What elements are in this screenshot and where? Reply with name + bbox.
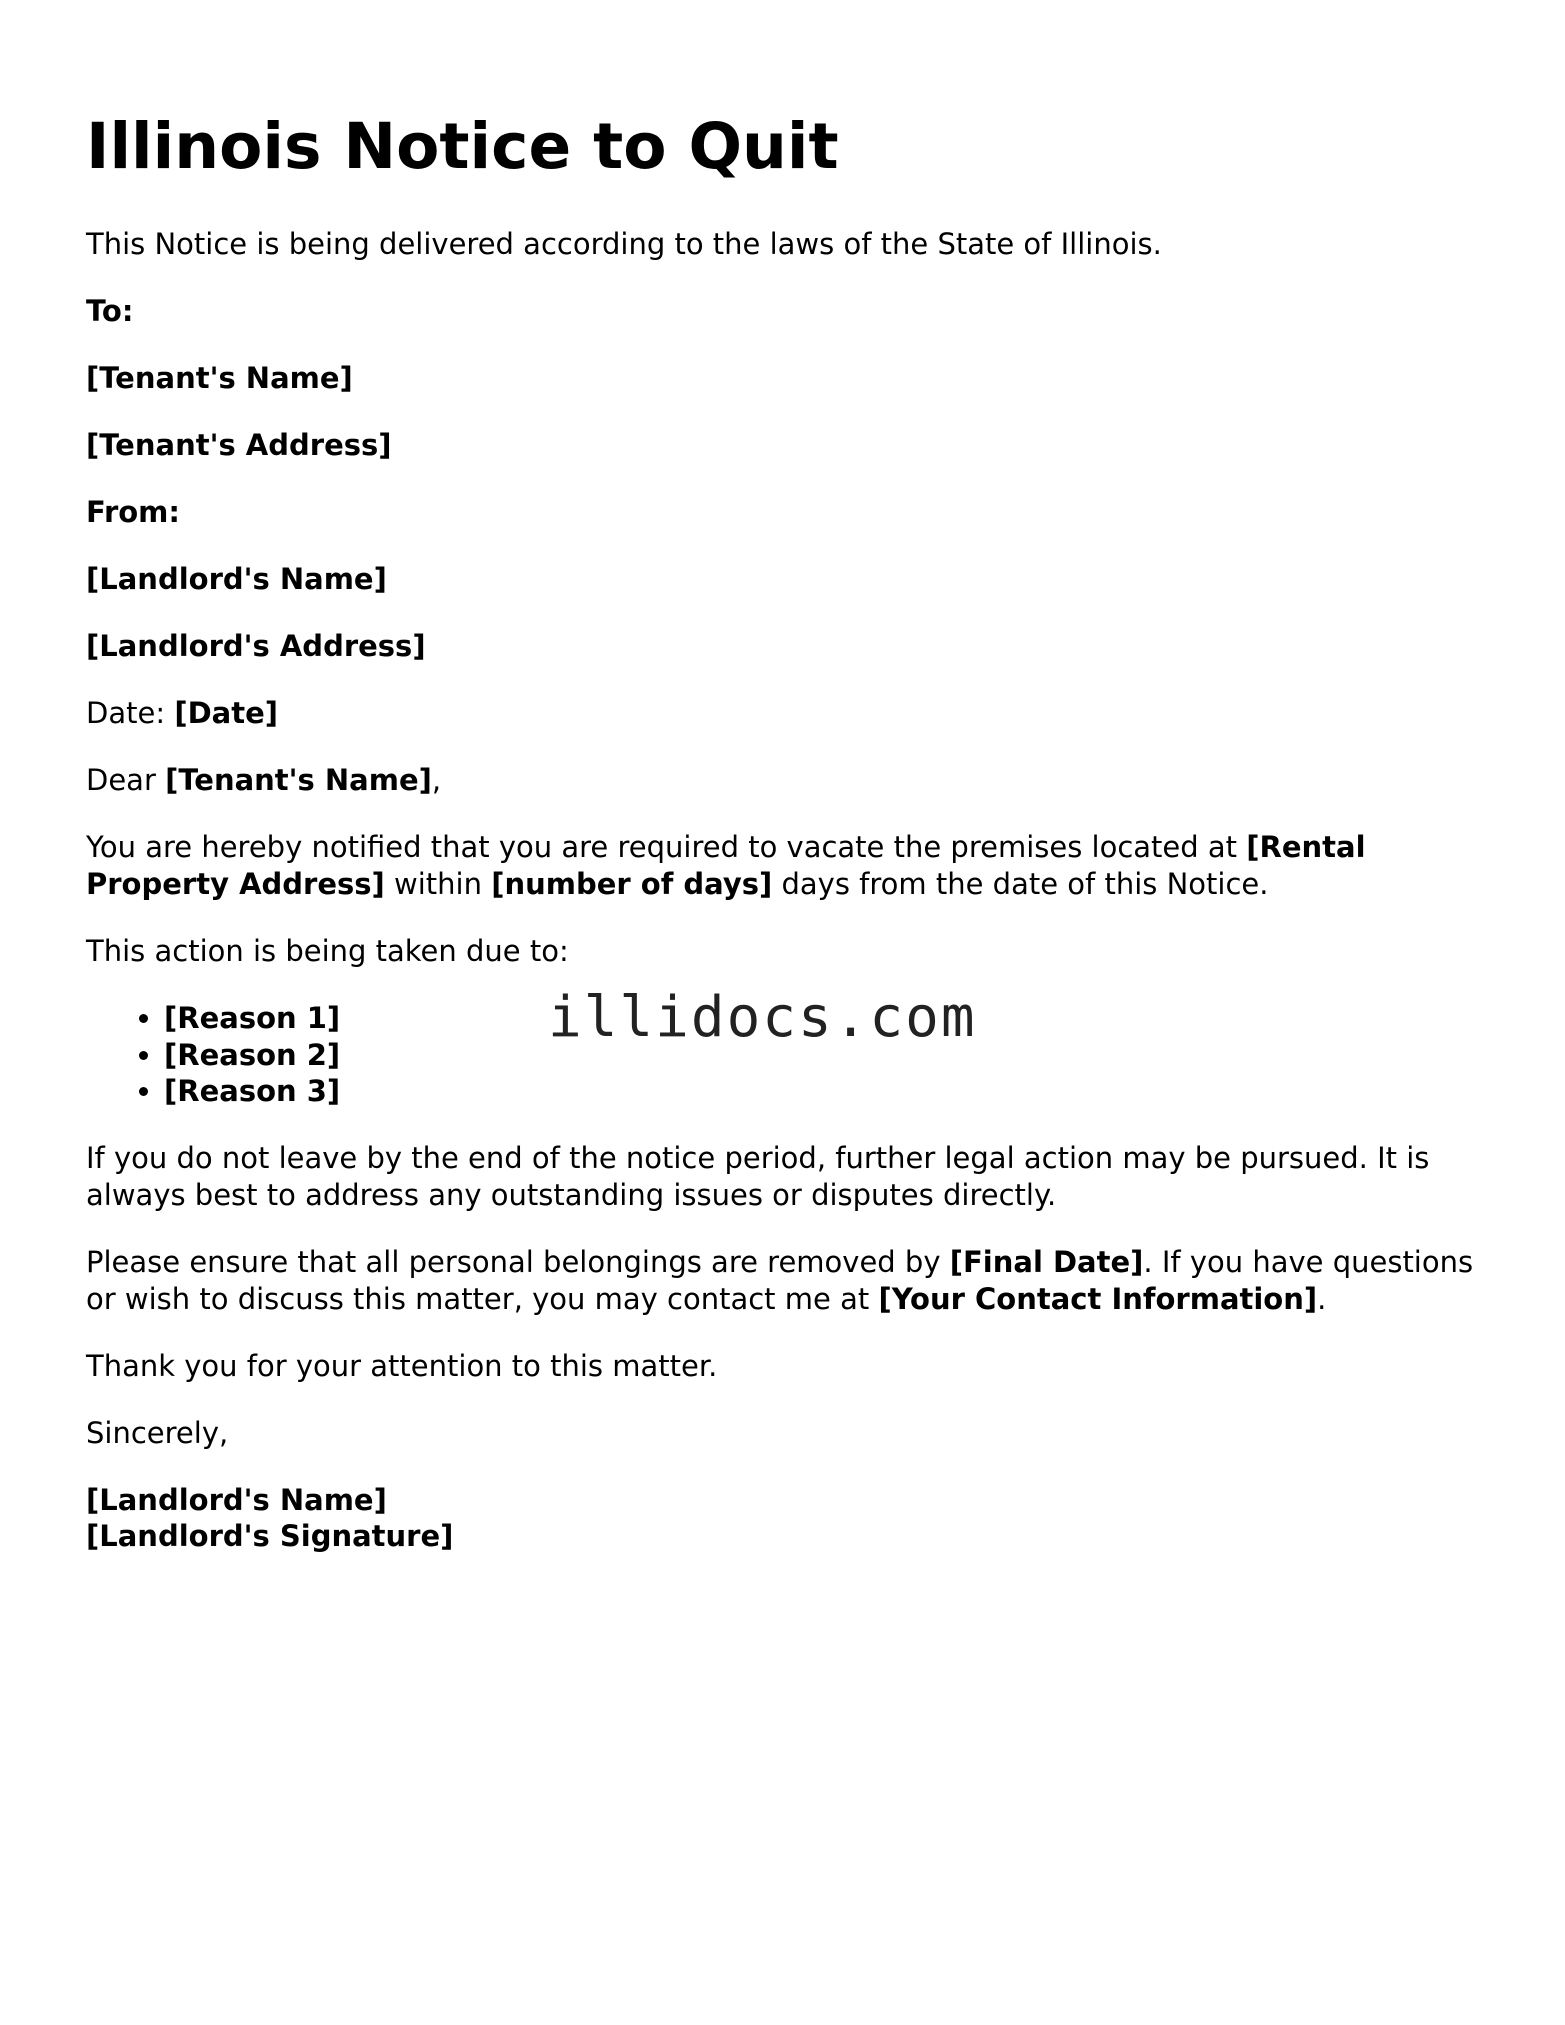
tenant-address: [Tenant's Address] <box>86 428 392 462</box>
signature-landlord-name: [Landlord's Name] <box>86 1482 387 1517</box>
notice-paragraph <box>86 829 1476 903</box>
belongings-text-2: . If you have questions or wish to discuss this matter, you may contact me at <box>86 1244 1474 1316</box>
date-line <box>86 695 1476 732</box>
to-label: To: <box>86 294 134 328</box>
rental-property-address: [Rental Property Address] <box>86 830 1366 901</box>
belongings-text-1: Please ensure that all personal belongings are removed by <box>86 1244 950 1279</box>
date-label: Date: <box>86 696 175 730</box>
landlord-address: [Landlord's Address] <box>86 629 426 663</box>
document-title: Illinois Notice to Quit <box>86 110 839 183</box>
salutation-name: [Tenant's Name] <box>165 763 432 797</box>
thanks-text: Thank you for your attention to this matter. <box>86 1348 718 1383</box>
list-item: • [Reason 2] <box>164 1037 1476 1074</box>
signature-landlord-signature: [Landlord's Signature] <box>86 1519 454 1553</box>
salutation-prefix: Dear <box>86 763 166 797</box>
final-date: [Final Date] <box>949 1244 1144 1279</box>
watermark: illidocs.com <box>548 985 977 1050</box>
notice-document <box>86 108 1476 1555</box>
belongings-paragraph <box>86 1244 1476 1318</box>
notice-text-3: days from the date of this Notice. <box>772 867 1269 901</box>
belongings-text-3: . <box>1317 1281 1327 1316</box>
salutation-suffix: , <box>431 763 442 797</box>
reason-intro: This action is being taken due to: <box>86 934 569 968</box>
landlord-name: [Landlord's Name] <box>86 562 387 596</box>
date-value: [Date] <box>174 696 278 730</box>
contact-information: [Your Contact Information] <box>878 1281 1318 1316</box>
from-label: From: <box>86 495 180 529</box>
notice-text-2: within <box>384 867 492 901</box>
notice-text-1: You are hereby notified that you are required to vacate the premises located at <box>86 830 1247 864</box>
list-item: • [Reason 1] <box>164 1000 1476 1037</box>
number-of-days: [number of days] <box>491 867 773 901</box>
salutation <box>86 762 1476 799</box>
legal-paragraph: If you do not leave by the end of the notice period, further legal action may be pursued. It is always best to address any outstanding issues or disputes directly. <box>86 1140 1430 1212</box>
signature-block <box>86 1482 1476 1555</box>
tenant-name: [Tenant's Name] <box>86 361 353 395</box>
closing-text: Sincerely, <box>86 1415 229 1450</box>
intro-text: This Notice is being delivered according to the laws of the State of Illinois. <box>86 227 1162 261</box>
list-item: • [Reason 3] <box>164 1073 1476 1110</box>
